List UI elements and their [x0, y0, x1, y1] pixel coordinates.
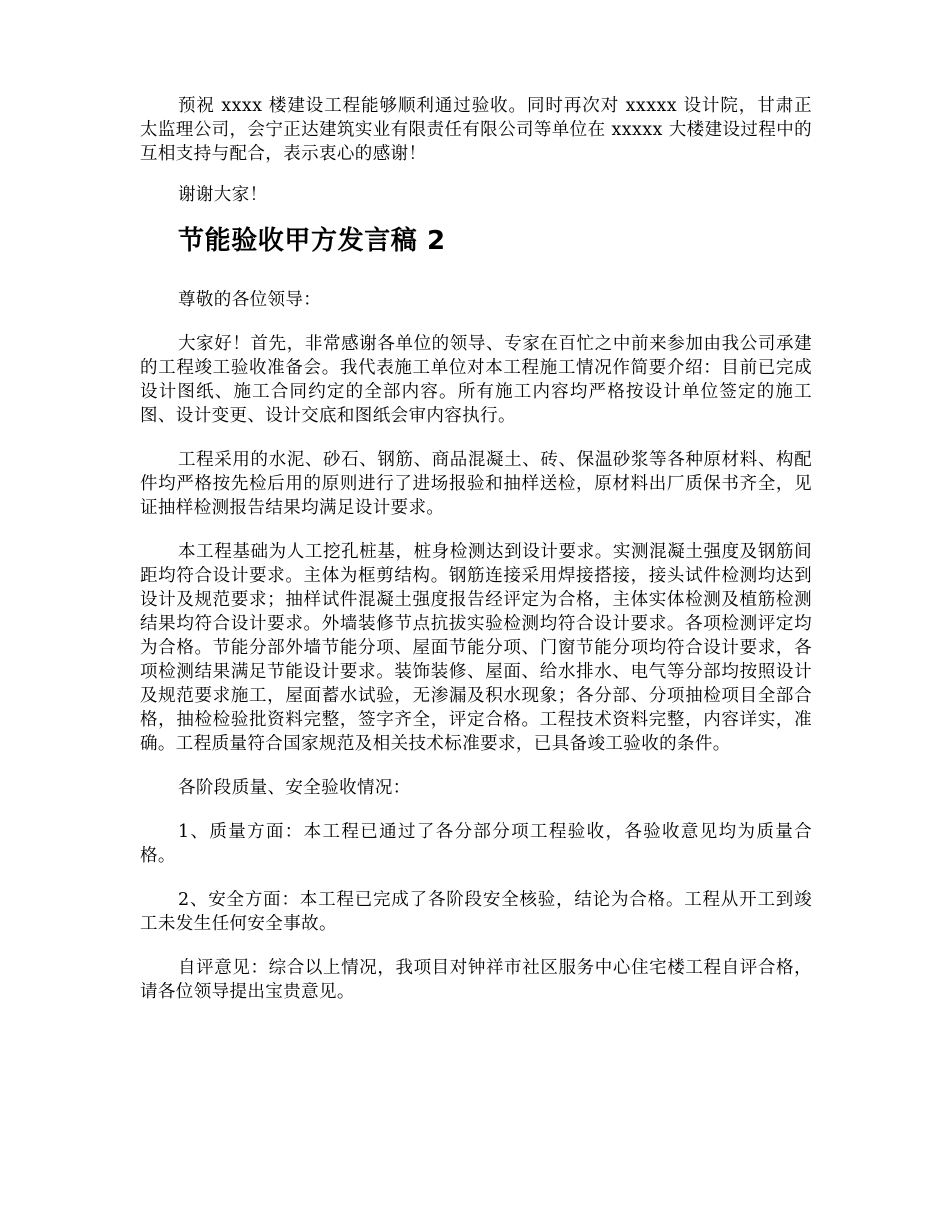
intro-paragraph: 大家好！首先，非常感谢各单位的领导、专家在百忙之中前来参加由我公司承建的工程竣工验收准备会。我代表施工单位对本工程施工情况作简要介绍：目前已完成设计图纸、施工合同约定的全部内容。所有施工内容均严格按设计单位签定的施工图、设计变更、设计交底和图纸会审内容执行。: [140, 334, 812, 426]
closing-paragraph: 预祝 xxxx 楼建设工程能够顺利通过验收。同时再次对 xxxxx 设计院，甘肃正太监理公司，会宁正达建筑实业有限责任有限公司等单位在 xxxxx 大楼建设过程中的互相支持与配合，表示衷心的感谢！: [140, 96, 812, 164]
section-heading: 节能验收甲方发言稿 2: [178, 226, 446, 256]
acceptance-heading-paragraph: 各阶段质量、安全验收情况：: [178, 778, 411, 798]
materials-paragraph: 工程采用的水泥、砂石、钢筋、商品混凝土、砖、保温砂浆等各种原材料、构配件均严格按先检后用的原则进行了进场报验和抽样送检，原材料出厂质保书齐全，见证抽样检测报告结果均满足设计要求。: [140, 450, 812, 518]
salutation-paragraph: 尊敬的各位领导：: [178, 290, 322, 310]
structure-paragraph: 本工程基础为人工挖孔桩基，桩身检测达到设计要求。实测混凝土强度及钢筋间距均符合设计要求。主体为框剪结构。钢筋连接采用焊接搭接，接头试件检测均达到设计及规范要求；抽样试件混凝土强度报告经评定为合格，主体实体检测及植筋检测结果均符合设计要求。外墙装修节点抗拔实验检测均符合设计要求。各项检测评定均为合格。节能分部外墙节能分项、屋面节能分项、门窗节能分项均符合设计要求，各项检测结果满足节能设计要求。装饰装修、屋面、给水排水、电气等分部均按照设计及规范要求施工，屋面蓄水试验，无渗漏及积水现象；各分部、分项抽检项目全部合格，抽检检验批资料完整，签字齐全，评定合格。工程技术资料完整，内容详实，准确。工程质量符合国家规范及相关技术标准要求，已具备竣工验收的条件。: [140, 542, 812, 754]
self-evaluation-paragraph: 自评意见：综合以上情况，我项目对钟祥市社区服务中心住宅楼工程自评合格，请各位领导提出宝贵意见。: [140, 958, 812, 1002]
safety-paragraph: 2、安全方面：本工程已完成了各阶段安全核验，结论为合格。工程从开工到竣工未发生任何安全事故。: [140, 890, 812, 934]
thanks-paragraph: 谢谢大家！: [178, 185, 268, 205]
quality-paragraph: 1、质量方面：本工程已通过了各分部分项工程验收，各验收意见均为质量合格。: [140, 822, 812, 866]
document-page: [140, 94, 812, 1024]
